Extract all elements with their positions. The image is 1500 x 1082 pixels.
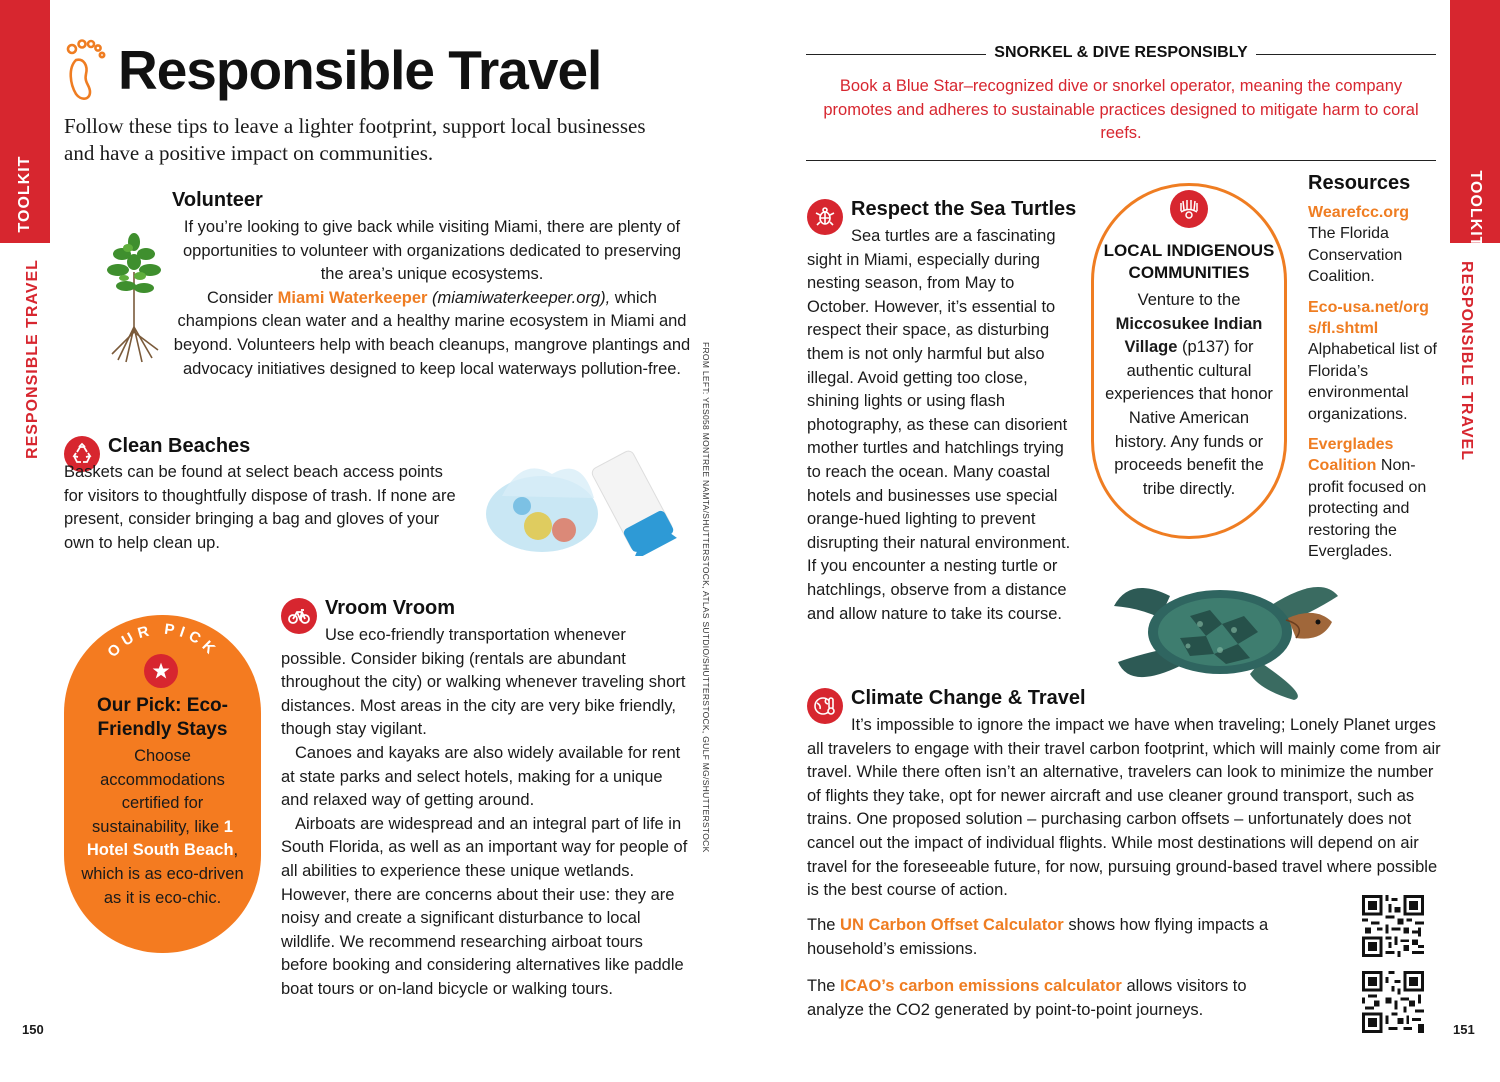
calc2-pre: The xyxy=(807,977,841,995)
climate-heading: Climate Change & Travel xyxy=(851,687,1086,709)
vroom-body xyxy=(281,624,691,1002)
resource-link[interactable]: Wearefcc.org xyxy=(1308,204,1410,221)
trash-bag-image xyxy=(482,426,678,556)
footprint-icon xyxy=(62,38,110,102)
photo-credit: FROM LEFT: YES058 MONTREE NAMTA/SHUTTERSTOCK, ATLAS SUTDIO/SHUTTERSTOCK, GULF MG/SHUTTERSTOCK xyxy=(701,342,711,853)
icao-calculator-text xyxy=(807,975,1307,1022)
mangrove-image xyxy=(104,232,164,364)
resource-text: Non-profit focused on protecting and restoring the Everglades. xyxy=(1308,457,1427,561)
star-icon xyxy=(144,654,178,688)
volunteer-paragraph-1: If you’re looking to give back while visiting Miami, there are plenty of opportunities to volunteer with organizations dedicated to preserving the area’s unique ecosystems. xyxy=(182,218,682,284)
resource-link[interactable]: Everglades Coalition xyxy=(1308,436,1394,475)
vroom-paragraph-2: Canoes and kayaks are also widely available for rent at state parks and select hotels, making for a unique and relaxed way of getting around. xyxy=(281,743,681,810)
intro-text: Follow these tips to leave a lighter footprint, support local businesses and have a positive impact on communities. xyxy=(64,114,646,165)
our-pick-body xyxy=(80,745,245,910)
miami-waterkeeper-link[interactable]: Miami Waterkeeper xyxy=(277,288,428,307)
snorkel-heading: SNORKEL & DIVE RESPONSIBLY xyxy=(994,44,1248,61)
icao-calculator-link[interactable]: ICAO’s carbon emissions calculator xyxy=(840,977,1122,995)
calc1-pre: The xyxy=(807,916,841,934)
indigenous-body xyxy=(1101,289,1277,501)
un-calculator-text xyxy=(807,914,1307,961)
resources-heading: Resources xyxy=(1308,172,1411,194)
resource-text: The Florida Conservation Coalition. xyxy=(1308,225,1403,286)
our-pick-arc-text: OUR PICK xyxy=(104,620,222,661)
snorkel-rule-right xyxy=(1256,54,1436,55)
page-number-left: 150 xyxy=(22,1022,44,1037)
resource-item xyxy=(1308,297,1438,425)
snorkel-rule-bottom xyxy=(806,160,1436,161)
volunteer-paragraph-2 xyxy=(172,287,692,381)
calc2-post: allows visitors to analyze the CO2 generated by point-to-point journeys. xyxy=(807,977,1247,1019)
volunteer-p2-url: (miamiwaterkeeper.org), xyxy=(427,288,611,307)
left-section-label: RESPONSIBLE TRAVEL xyxy=(24,259,41,459)
our-pick-title: Our Pick: Eco-Friendly Stays xyxy=(97,695,228,740)
snorkel-rule-left xyxy=(806,54,986,55)
volunteer-p2-post: which champions clean water and a healthy marine ecosystem in Miami and beyond. Volunteers help with beach cleanups, mangrove plantings and advocacy initiatives designed to keep local waterways pollution-free. xyxy=(173,288,691,378)
indigenous-body-post: (p137) for authentic cultural experiences that honor Native American history. Any funds or proceeds benefit the tribe directly. xyxy=(1105,338,1273,498)
vroom-paragraph-1: Use eco-friendly transportation whenever possible. Consider biking (rentals are abundant throughout the city) or walking whenever traveling short distances. Most areas in the city are very bike friendly, though stay vigilant. xyxy=(281,626,686,739)
snorkel-body: Book a Blue Star–recognized dive or snorkel operator, meaning the company promotes and adheres to sustainable practices designed to mitigate harm to coral reefs. xyxy=(823,77,1419,143)
sea-turtle-image xyxy=(1110,566,1340,700)
left-toolkit-label: TOOLKIT xyxy=(16,155,33,233)
resources-list xyxy=(1308,202,1438,563)
clean-beaches-heading: Clean Beaches xyxy=(108,435,251,457)
un-carbon-calculator-link[interactable]: UN Carbon Offset Calculator xyxy=(840,916,1064,934)
page-title: Responsible Travel xyxy=(118,39,602,101)
right-toolkit-label: TOOLKIT xyxy=(1467,170,1484,248)
indigenous-heading: LOCAL INDIGENOUS COMMUNITIES xyxy=(1103,241,1275,282)
headdress-icon xyxy=(1170,190,1208,228)
vroom-paragraph-3: Airboats are widespread and an integral part of life in South Florida, as well as an important way for people of all abilities to experience these unique wetlands. However, there are concerns about their use: they are noisy and create a significant disturbance to local wildlife. We recommend researching airboat tours before booking and considering alternatives like paddle boat tours or on-land bicycle or walking tours. xyxy=(281,814,688,998)
our-pick-body-pre: Choose accommodations certified for sustainability, like xyxy=(92,747,225,836)
turtles-heading: Respect the Sea Turtles xyxy=(851,198,1077,220)
resource-text: Alphabetical list of Florida’s environmental organizations. xyxy=(1308,341,1437,423)
qr-code-icao[interactable] xyxy=(1362,971,1424,1033)
page-number-right: 151 xyxy=(1453,1022,1475,1037)
resource-link[interactable]: Eco-usa.net/orgs/fl.shtml xyxy=(1308,298,1429,338)
qr-code-un[interactable] xyxy=(1362,895,1424,957)
right-section-label: RESPONSIBLE TRAVEL xyxy=(1458,261,1475,461)
calc1-post: shows how flying impacts a household’s emissions. xyxy=(807,916,1269,958)
clean-beaches-body: Baskets can be found at select beach access points for visitors to thoughtfully dispose of trash. If none are present, consider bringing a bag and gloves of your own to help clean up. xyxy=(64,463,456,552)
resource-item xyxy=(1308,434,1438,562)
turtles-body: Sea turtles are a fascinating sight in Miami, especially during nesting season, from May to October. However, it’s essential to respect their space, as disturbing them is not only harmful but also illegal. Avoid getting too close, shining lights or using flash photography, as these can disorient mother turtles and hatchlings trying to reach the ocean. Many coastal hotels and businesses use special orange-hued lighting to prevent disrupting their natural environment. If you encounter a nesting turtle or hatchlings, observe from a distance and allow nature to take its course. xyxy=(807,227,1071,623)
resource-item xyxy=(1308,202,1438,288)
volunteer-body xyxy=(172,216,692,381)
volunteer-heading: Volunteer xyxy=(172,189,263,211)
volunteer-p2-pre: Consider xyxy=(207,288,278,307)
climate-body: It’s impossible to ignore the impact we have when traveling; Lonely Planet urges all travelers to engage with their travel carbon footprint, which will mainly come from air travel. While there often isn’t an alternative, travelers can look to minimize the number of flights they take, opt for newer aircraft and use cleaner ground transport, such as trains. One proposed solution – purchasing carbon offsets – unfortunately does not cancel out the impact of individual flights. While most destinations will depend on air travel for the foreseeable future, for now, pursuing ground-based travel where possible is the best course of action. xyxy=(807,716,1441,900)
vroom-heading: Vroom Vroom xyxy=(325,597,456,619)
indigenous-body-pre: Venture to the xyxy=(1137,291,1241,309)
miccosukee-village: Miccosukee Indian Village xyxy=(1115,314,1263,357)
one-hotel-link[interactable]: 1 Hotel South Beach xyxy=(86,817,234,860)
our-pick-body-post: , which is as eco-driven as it is eco-chic. xyxy=(81,841,244,907)
